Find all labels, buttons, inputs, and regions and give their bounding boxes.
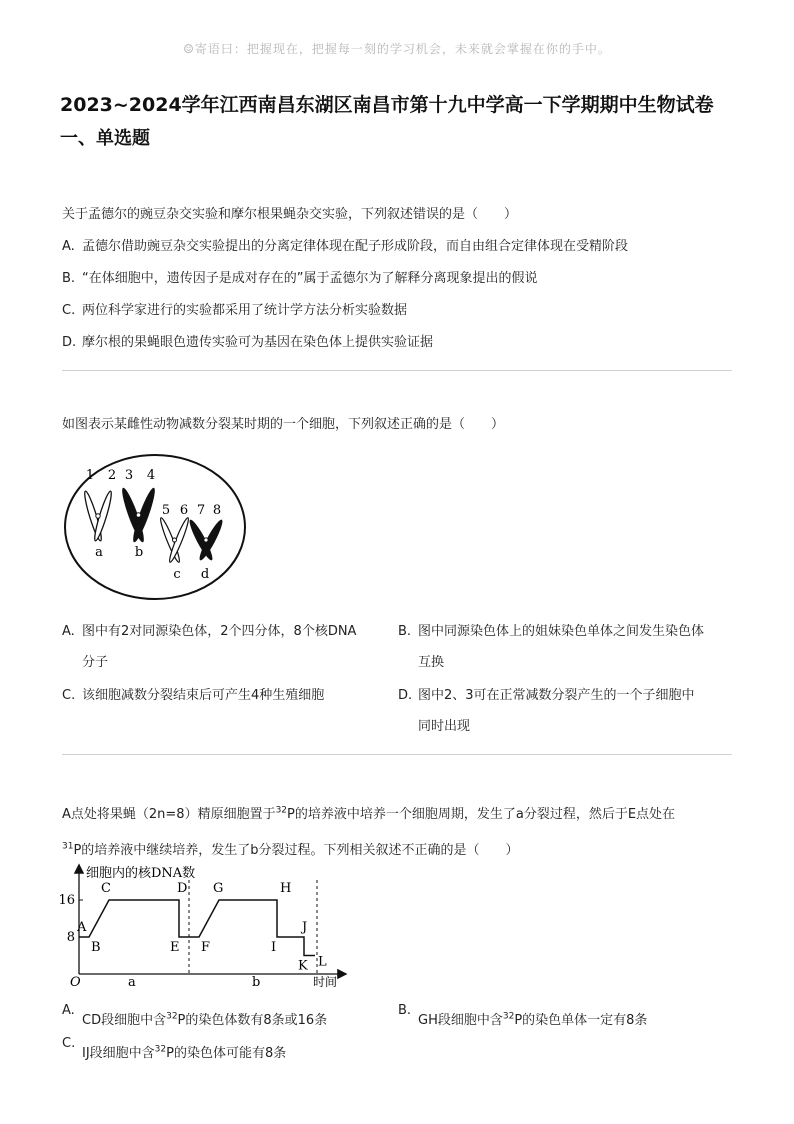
chromosome-b <box>119 486 158 544</box>
y-tick-label: 16 <box>58 893 75 908</box>
q2-option-b-continued: 互换 <box>418 655 445 670</box>
question-divider <box>62 370 732 371</box>
x-axis-label: 时间 <box>313 975 338 989</box>
option-text: 两位科学家进行的实验都采用了统计学方法分析实验数据 <box>82 303 408 318</box>
question-2-stem: 如图表示某雌性动物减数分裂某时期的一个细胞，下列叙述正确的是（ ） <box>62 417 505 432</box>
chromosome-c <box>158 517 191 564</box>
option-text: 摩尔根的果蝇眼色遗传实验可为基因在染色体上提供实验证据 <box>82 335 434 350</box>
q1-option-b[interactable] <box>62 267 537 286</box>
option-text: 孟德尔借助豌豆杂交实验提出的分离定律体现在配子形成阶段，而自由组合定律体现在受精阶段 <box>82 239 629 254</box>
chart-title: 细胞内的核DNA数 <box>86 866 196 881</box>
option-label: A. <box>62 239 75 254</box>
q1-option-c[interactable] <box>62 299 407 318</box>
point-label-i: I <box>271 940 277 955</box>
q3-option-b[interactable] <box>398 1003 648 1028</box>
q1-option-a[interactable] <box>62 235 628 254</box>
chromosome-a <box>82 490 114 542</box>
option-text: “在体细胞中，遗传因子是成对存在的”属于孟德尔为了解释分离现象提出的假说 <box>82 271 538 286</box>
q2-option-a[interactable] <box>62 620 356 639</box>
dna-series-line <box>79 900 315 956</box>
figure-number-5: 5 <box>161 503 171 518</box>
section-title: 一、单选题 <box>60 128 150 149</box>
option-text: CD段细胞中含$^{32}$P的染色体数有8条或16条 <box>82 1011 328 1028</box>
figure-letter-b: b <box>134 545 144 560</box>
q3-option-c[interactable] <box>62 1036 287 1061</box>
dna-content-chart <box>58 862 352 992</box>
meiosis-cell-figure <box>62 452 248 602</box>
option-label: C. <box>62 1036 76 1051</box>
isotope-superscript: 32 <box>275 805 288 816</box>
figure-number-8: 8 <box>212 503 222 518</box>
option-text: IJ段细胞中含$^{32}$P的染色体可能有8条 <box>82 1044 287 1061</box>
point-label-k: K <box>298 958 308 974</box>
q2-option-d-continued: 同时出现 <box>418 719 471 734</box>
figure-number-4: 4 <box>146 468 156 483</box>
point-label-d: D <box>177 881 188 896</box>
option-label: D. <box>398 688 413 703</box>
figure-number-7: 7 <box>196 503 206 518</box>
question-1-stem: 关于孟德尔的豌豆杂交实验和摩尔根果蝇杂交实验，下列叙述错误的是（ ） <box>62 207 518 222</box>
figure-number-2: 2 <box>107 468 117 483</box>
figure-number-6: 6 <box>179 503 189 518</box>
figure-letter-d: d <box>200 567 210 582</box>
option-label: A. <box>62 1003 75 1018</box>
option-text: 图中同源染色体上的姐妹染色单体之间发生染色体 <box>418 624 705 639</box>
figure-letter-c: c <box>173 567 181 582</box>
origin-label: O <box>70 975 81 990</box>
option-label: B. <box>62 271 76 286</box>
phase-label-b: b <box>252 975 261 990</box>
document-title: 2023~2024学年江西南昌东湖区南昌市第十九中学高一下学期期中生物试卷 <box>60 94 714 116</box>
option-label: A. <box>62 624 75 639</box>
q1-option-d[interactable] <box>62 331 433 350</box>
point-label-b: B <box>91 940 101 955</box>
chromosome-d <box>186 518 225 563</box>
option-text: GH段细胞中含$^{32}$P的染色单体一定有8条 <box>418 1011 648 1028</box>
figure-number-3: 3 <box>124 468 134 483</box>
option-label: C. <box>62 303 76 318</box>
point-label-j: J <box>302 920 308 935</box>
question-divider <box>62 754 732 755</box>
option-label: B. <box>398 1003 412 1018</box>
q3-option-a[interactable] <box>62 1003 328 1028</box>
option-text: 该细胞减数分裂结束后可产生4种生殖细胞 <box>82 688 325 703</box>
point-label-a: A <box>77 920 87 935</box>
point-label-f: F <box>201 940 211 955</box>
q2-option-a-continued: 分子 <box>82 655 109 670</box>
point-label-h: H <box>280 881 292 896</box>
question-3-stem-line-2: $^{31}$P的培养液中继续培养，发生了b分裂过程。下列相关叙述不正确的是（ ） <box>62 841 519 858</box>
y-tick-label: 8 <box>66 930 75 945</box>
header-motto: ☺寄语曰：把握现在，把握每一刻的学习机会，未来就会掌握在你的手中。 <box>183 42 611 56</box>
option-text: 图中2、3可在正常减数分裂产生的一个子细胞中 <box>418 688 695 703</box>
isotope-superscript: 31 <box>62 841 74 852</box>
option-label: D. <box>62 335 77 350</box>
point-label-c: C <box>101 881 111 896</box>
q2-option-d[interactable] <box>398 684 695 703</box>
q2-option-b[interactable] <box>398 620 704 639</box>
option-label: C. <box>62 688 76 703</box>
point-label-g: G <box>213 881 224 896</box>
q2-option-c[interactable] <box>62 684 324 703</box>
figure-number-1: 1 <box>85 468 95 483</box>
option-text: 图中有2对同源染色体，2个四分体，8个核DNA <box>82 624 357 639</box>
figure-letter-a: a <box>95 545 103 560</box>
point-label-e: E <box>170 940 180 955</box>
question-3-stem-line-1: A点处将果蝇（2n=8）精原细胞置于$^{32}$P的培养液中培养一个细胞周期，发生了a分裂过程，然后于E点处在 <box>62 805 676 822</box>
phase-label-a: a <box>128 975 136 990</box>
option-label: B. <box>398 624 412 639</box>
point-label-l: L <box>318 954 327 970</box>
